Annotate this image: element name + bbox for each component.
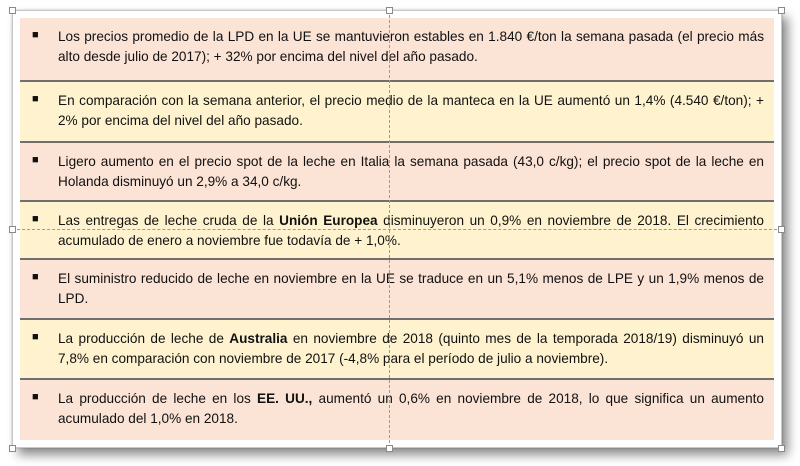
bullet-icon: ■	[32, 271, 39, 283]
resize-handle-bottom-left[interactable]	[9, 445, 16, 452]
list-item	[20, 18, 774, 82]
horizontal-guide	[12, 229, 782, 230]
bullet-icon: ■	[32, 213, 39, 225]
list-item	[20, 380, 774, 440]
item-text: El suministro reducido de leche en noviembre en la UE se traduce en un 5,1% menos de LPE y un 1,9% menos de LPD.	[58, 271, 764, 306]
resize-handle-bottom[interactable]	[386, 445, 393, 452]
item-text: Ligero aumento en el precio spot de la leche en Italia la semana pasada (43,0 c/kg); el precio spot de la leche en Holanda disminuyó un 2,9% a 34,0 c/kg.	[58, 154, 764, 189]
item-text: La producción de leche en los EE. UU., aumentó un 0,6% en noviembre de 2018, lo que significa un aumento acumulado del 1,0% en 2018.	[58, 391, 764, 426]
item-text: La producción de leche de Australia en noviembre de 2018 (quinto mes de la temporada 2018/19) disminuyó un 7,8% en comparación con noviembre de 2017 (-4,8% para el período de julio a noviembre).	[58, 331, 764, 366]
item-text: En comparación con la semana anterior, el precio medio de la manteca en la UE aumentó un 1,4% (4.540 €/ton); + 2% por encima del nivel del año pasado.	[58, 93, 764, 128]
bullet-icon: ■	[32, 154, 39, 166]
list-item	[20, 82, 774, 143]
bold-country: EE. UU.,	[257, 391, 313, 406]
bullet-icon: ■	[32, 391, 39, 403]
list-item	[20, 143, 774, 202]
resize-handle-right[interactable]	[778, 226, 785, 233]
bold-country: Unión Europea	[279, 213, 378, 228]
item-text: Los precios promedio de la LPD en la UE se mantuvieron estables en 1.840 €/ton la semana pasada (el precio más alto desde julio de 2017); + 32% por encima del nivel del año pasado.	[58, 29, 764, 64]
bullet-icon: ■	[32, 331, 39, 343]
item-text: Las entregas de leche cruda de la Unión Europea disminuyeron un 0,9% en noviembre de 2018. El crecimiento acumulado de enero a noviembre fue todavía de + 1,0%.	[58, 213, 764, 248]
bold-country: Australia	[229, 331, 288, 346]
resize-handle-top[interactable]	[386, 7, 393, 14]
bullet-icon: ■	[32, 29, 39, 41]
resize-handle-top-left[interactable]	[9, 7, 16, 14]
list-item	[20, 320, 774, 380]
list-item	[20, 260, 774, 320]
bullet-icon: ■	[32, 93, 39, 105]
resize-handle-top-right[interactable]	[778, 7, 785, 14]
list-item	[20, 202, 774, 260]
resize-handle-left[interactable]	[9, 226, 16, 233]
resize-handle-bottom-right[interactable]	[778, 445, 785, 452]
